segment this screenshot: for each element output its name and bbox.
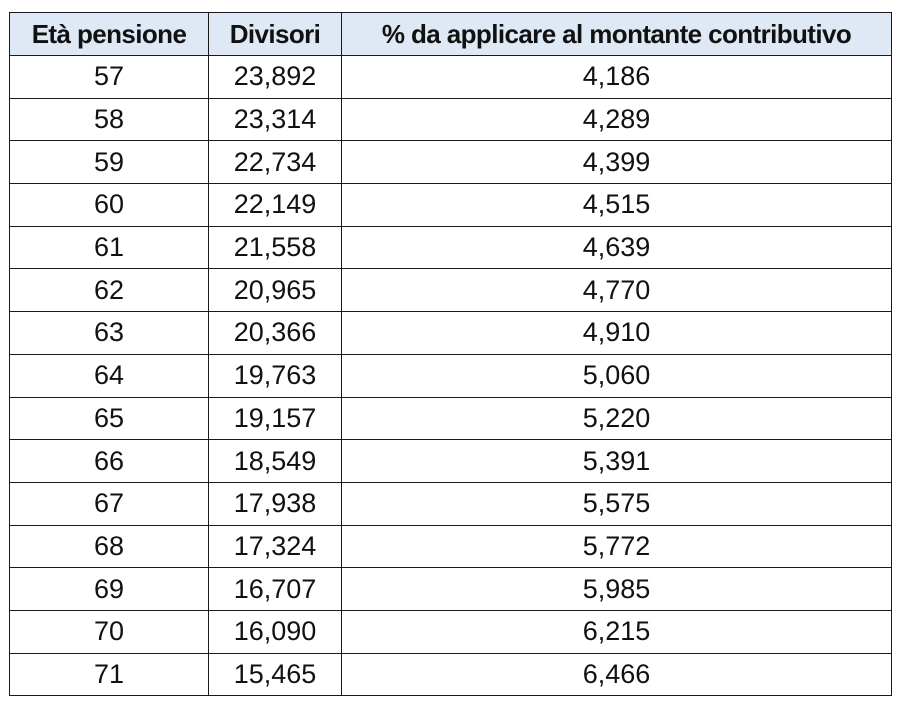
cell-eta: 65 [10, 397, 209, 440]
cell-percentuale: 4,186 [342, 56, 892, 99]
cell-percentuale: 5,220 [342, 397, 892, 440]
cell-divisore: 23,314 [209, 98, 342, 141]
cell-divisore: 18,549 [209, 440, 342, 483]
cell-eta: 58 [10, 98, 209, 141]
cell-eta: 60 [10, 184, 209, 227]
table-row [10, 397, 892, 440]
table-row [10, 56, 892, 99]
cell-percentuale: 4,910 [342, 312, 892, 355]
cell-eta: 62 [10, 269, 209, 312]
cell-divisore: 16,707 [209, 568, 342, 611]
table-row [10, 440, 892, 483]
cell-eta: 68 [10, 525, 209, 568]
cell-percentuale: 5,391 [342, 440, 892, 483]
cell-divisore: 23,892 [209, 56, 342, 99]
table-row [10, 610, 892, 653]
cell-divisore: 19,157 [209, 397, 342, 440]
cell-percentuale: 6,466 [342, 653, 892, 696]
table-row [10, 141, 892, 184]
cell-divisore: 17,938 [209, 482, 342, 525]
cell-eta: 63 [10, 312, 209, 355]
cell-divisore: 19,763 [209, 354, 342, 397]
header-divisori: Divisori [209, 13, 342, 56]
cell-divisore: 22,149 [209, 184, 342, 227]
table-row [10, 568, 892, 611]
table-row [10, 354, 892, 397]
cell-eta: 61 [10, 226, 209, 269]
table-body [10, 56, 892, 696]
table-row [10, 312, 892, 355]
header-percentuale-montante: % da applicare al montante contributivo [342, 13, 892, 56]
cell-percentuale: 5,772 [342, 525, 892, 568]
table-row [10, 226, 892, 269]
cell-percentuale: 4,639 [342, 226, 892, 269]
cell-percentuale: 4,289 [342, 98, 892, 141]
cell-divisore: 15,465 [209, 653, 342, 696]
cell-percentuale: 4,399 [342, 141, 892, 184]
cell-divisore: 22,734 [209, 141, 342, 184]
table-row [10, 525, 892, 568]
table-row [10, 184, 892, 227]
cell-eta: 70 [10, 610, 209, 653]
cell-divisore: 20,366 [209, 312, 342, 355]
cell-eta: 67 [10, 482, 209, 525]
table-header-row [10, 13, 892, 56]
cell-eta: 69 [10, 568, 209, 611]
cell-eta: 71 [10, 653, 209, 696]
cell-percentuale: 5,575 [342, 482, 892, 525]
table-row [10, 482, 892, 525]
cell-percentuale: 6,215 [342, 610, 892, 653]
cell-percentuale: 5,985 [342, 568, 892, 611]
cell-percentuale: 5,060 [342, 354, 892, 397]
table-row [10, 269, 892, 312]
cell-divisore: 21,558 [209, 226, 342, 269]
cell-eta: 64 [10, 354, 209, 397]
cell-divisore: 16,090 [209, 610, 342, 653]
table-row [10, 653, 892, 696]
cell-percentuale: 4,515 [342, 184, 892, 227]
cell-eta: 66 [10, 440, 209, 483]
header-eta-pensione: Età pensione [10, 13, 209, 56]
cell-percentuale: 4,770 [342, 269, 892, 312]
table-row [10, 98, 892, 141]
pension-divisor-table [9, 12, 892, 696]
cell-eta: 57 [10, 56, 209, 99]
cell-divisore: 20,965 [209, 269, 342, 312]
pension-divisor-table-container [9, 12, 891, 696]
cell-eta: 59 [10, 141, 209, 184]
cell-divisore: 17,324 [209, 525, 342, 568]
